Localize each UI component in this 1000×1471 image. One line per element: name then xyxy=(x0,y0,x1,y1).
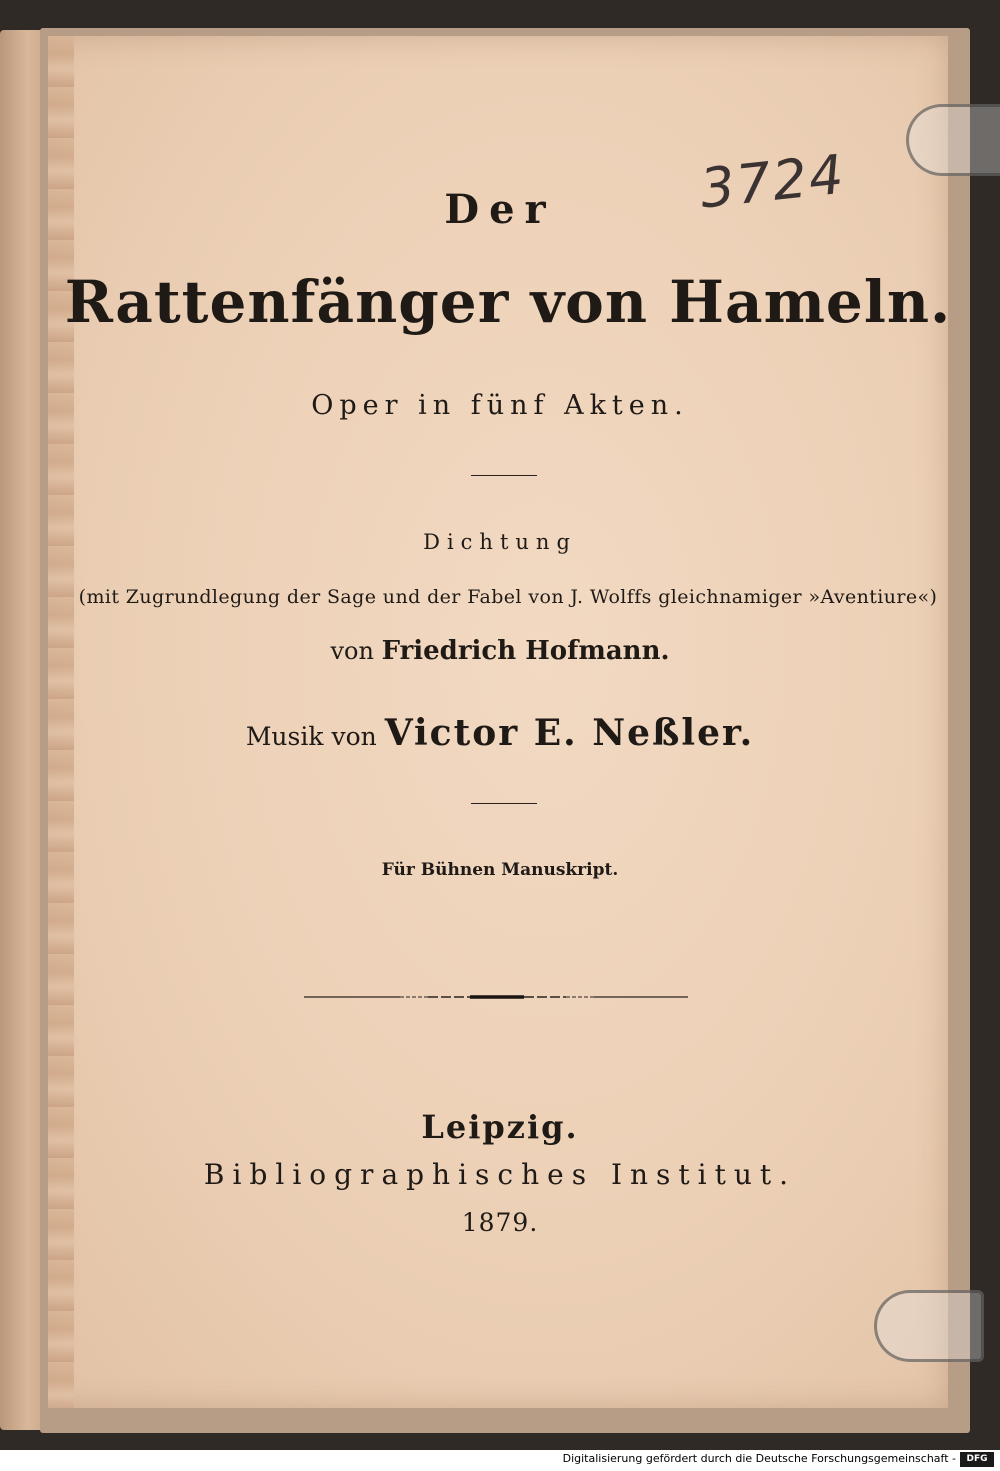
title-article: Der xyxy=(444,186,556,233)
work-title: Rattenfänger von Hameln. xyxy=(64,268,952,336)
work-subtitle: Oper in fünf Akten. xyxy=(311,390,689,421)
dfg-logo-icon: DFG xyxy=(960,1452,994,1467)
paper-clip-icon xyxy=(906,104,1000,176)
librettist-line xyxy=(0,636,1000,666)
divider-rule xyxy=(471,803,537,804)
publisher-name: Bibliographisches Institut. xyxy=(203,1158,797,1191)
composer-line xyxy=(0,712,1000,754)
publication-year: 1879. xyxy=(461,1208,539,1237)
source-note: (mit Zugrundlegung der Sage und der Fabel von J. Wolffs gleichnamiger »Aventiure«) xyxy=(78,586,938,608)
librettist-prefix: von xyxy=(330,637,374,665)
paper-clip-icon xyxy=(874,1290,984,1362)
libretto-label: Dichtung xyxy=(423,530,577,554)
stage-manuscript-note: Für Bühnen Manuskript. xyxy=(381,860,619,880)
handwritten-shelfmark: 3724 xyxy=(697,142,849,221)
composer-prefix: Musik von xyxy=(245,722,377,751)
publication-city: Leipzig. xyxy=(421,1108,579,1146)
decorative-rule xyxy=(304,994,688,1000)
funding-notice: Digitalisierung gefördert durch die Deutsche Forschungsgemeinschaft - xyxy=(562,1452,956,1465)
divider-rule xyxy=(471,475,537,476)
librettist-name: Friedrich Hofmann. xyxy=(381,636,670,666)
composer-name: Victor E. Neßler. xyxy=(384,712,755,754)
